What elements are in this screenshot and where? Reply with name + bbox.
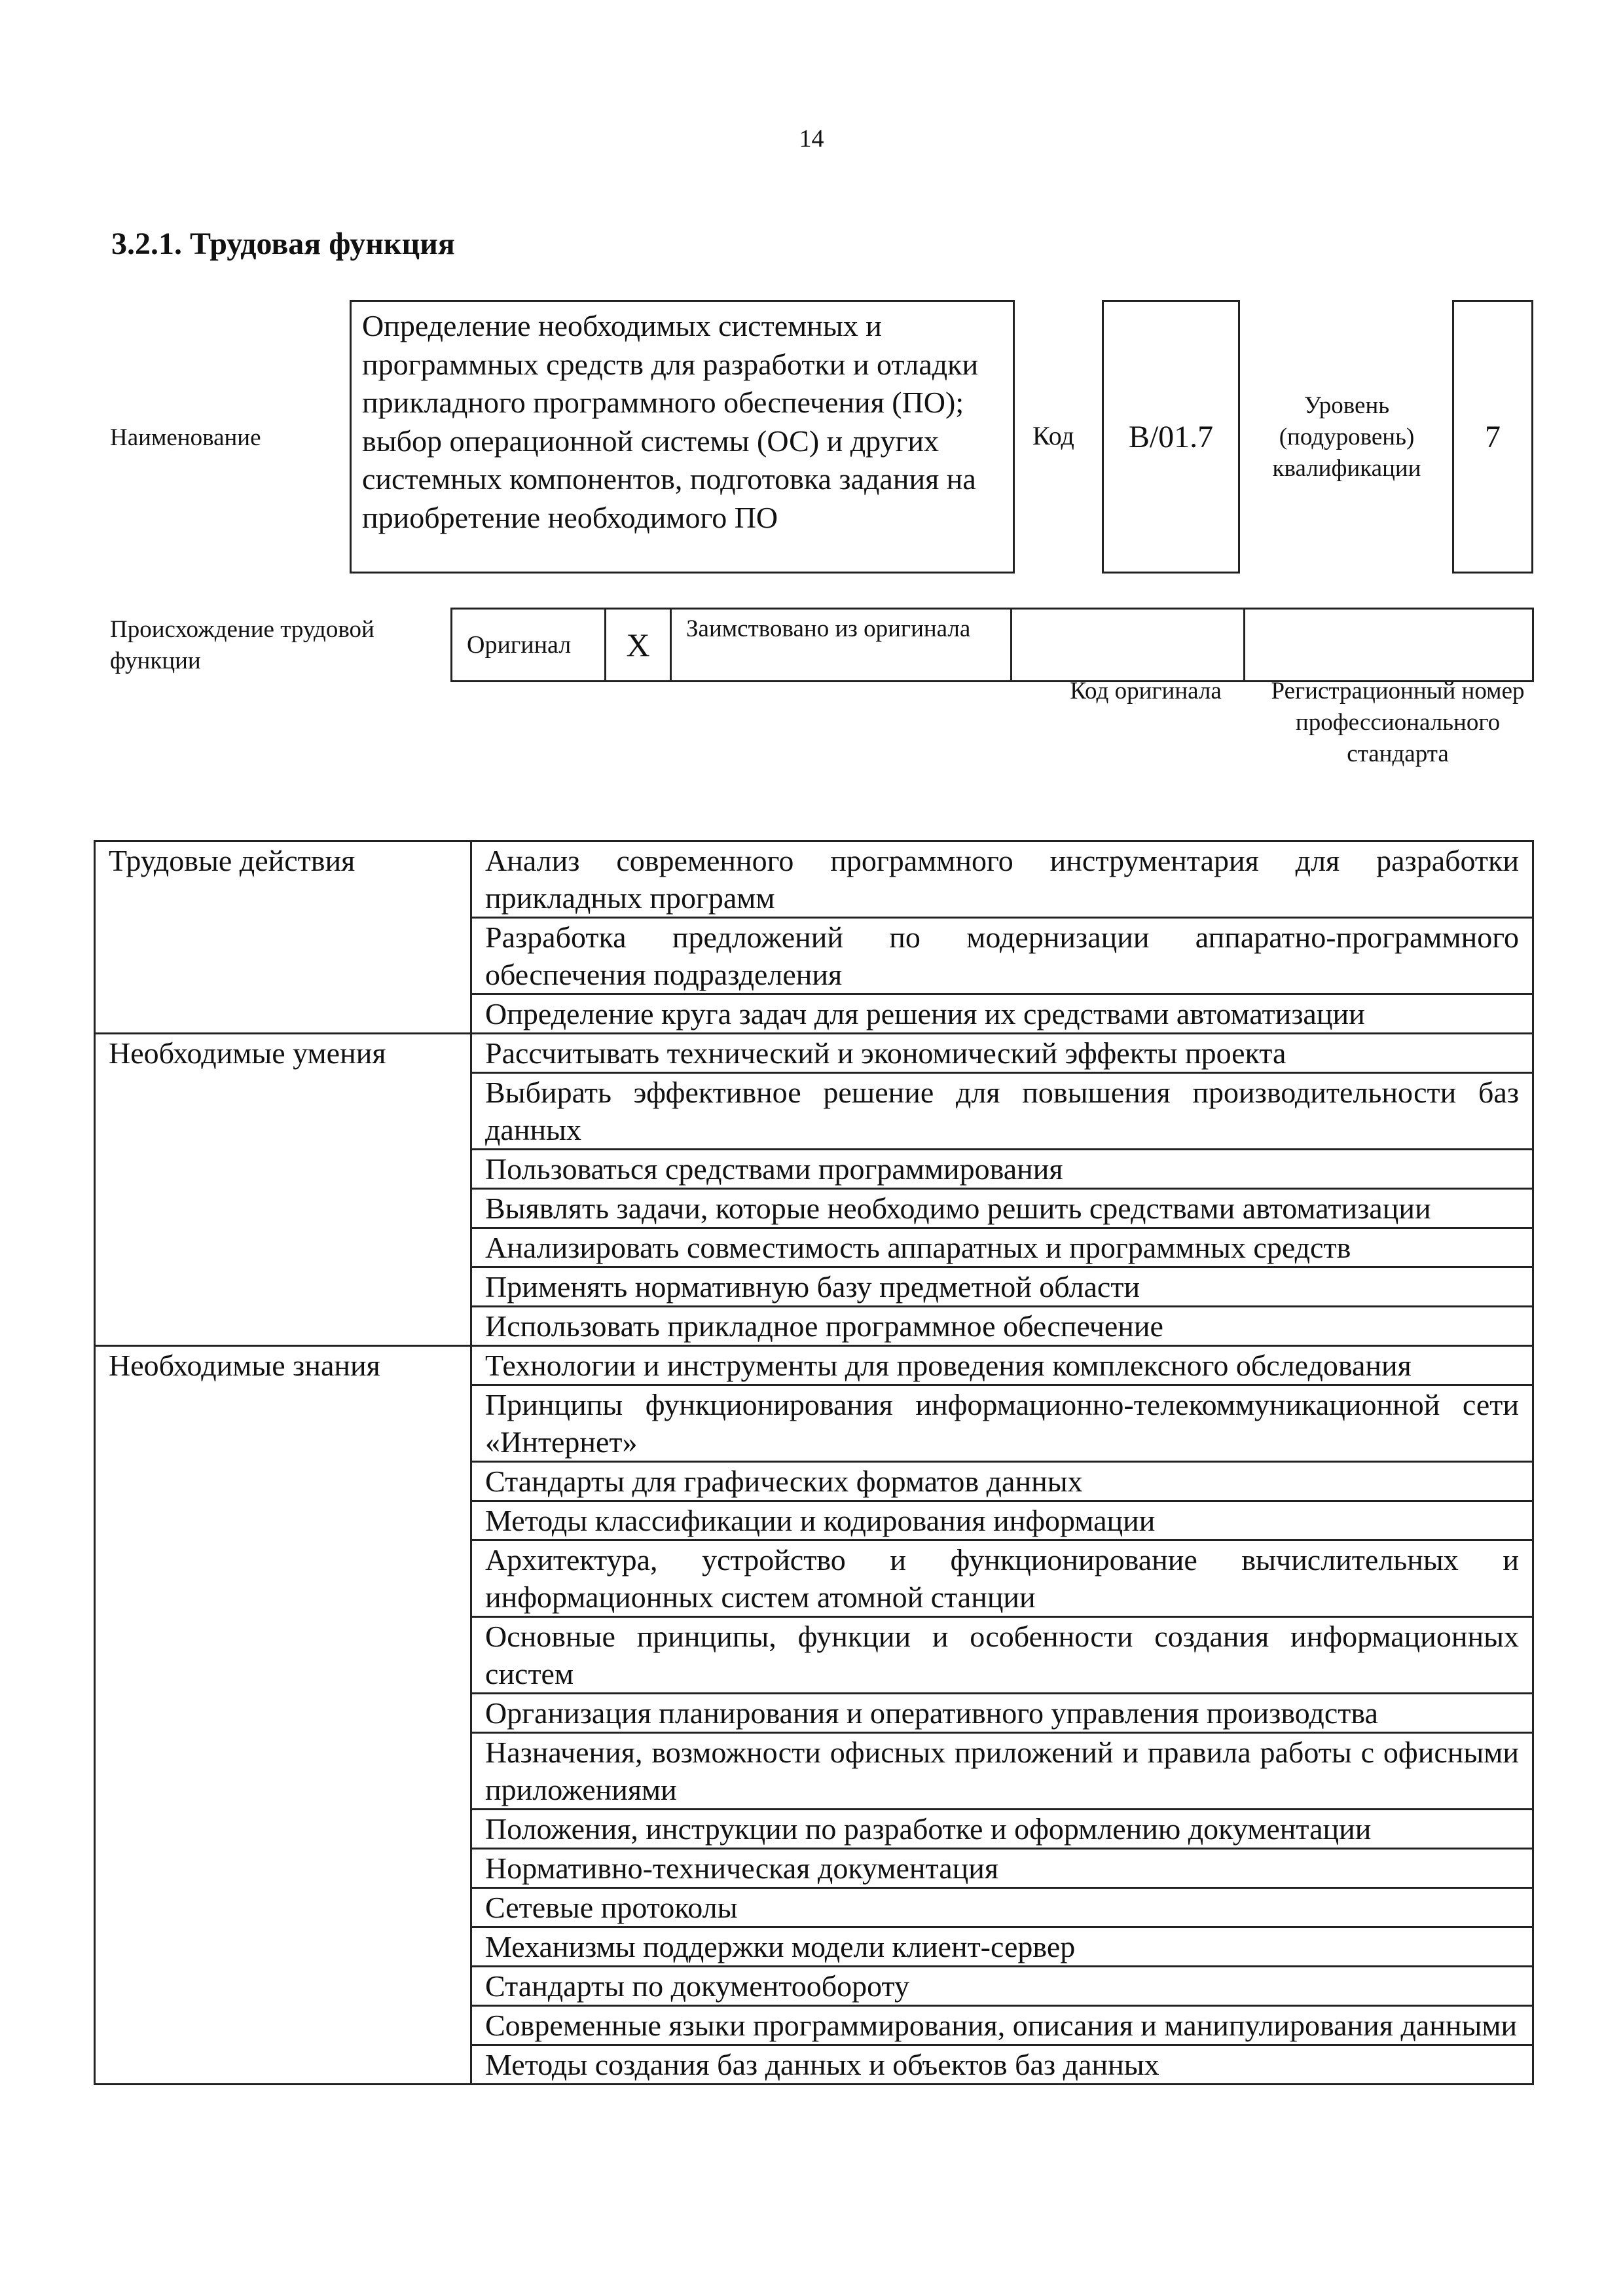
original-mark-cell: X	[604, 610, 670, 680]
requirement-cell: Выбирать эффективное решение для повышения производительности баз данных	[471, 1073, 1533, 1150]
requirement-cell: Принципы функционирования информационно-телекоммуникационной сети «Интернет»	[471, 1385, 1533, 1462]
reg-number-label: Регистрационный номер профессионального стандарта	[1271, 678, 1525, 767]
requirement-cell: Анализ современного программного инструментария для разработки прикладных программ	[471, 841, 1533, 918]
qualification-level-box: 7	[1452, 300, 1533, 574]
requirement-cell: Стандарты для графических форматов данных	[471, 1462, 1533, 1501]
requirement-cell: Положения, инструкции по разработке и оформлению документации	[471, 1810, 1533, 1849]
original-code-cell	[1010, 610, 1243, 680]
table-row	[95, 841, 1533, 918]
category-cell: Трудовые действия	[95, 841, 471, 1034]
function-name-box: Определение необходимых системных и программных средств для разработки и отладки прикладного программного обеспечения (ПО); выбор операционной системы (ОС) и других системных компонентов, подготовка задания на приобретение необходимого ПО	[350, 300, 1015, 574]
requirement-cell: Механизмы поддержки модели клиент-сервер	[471, 1927, 1533, 1967]
original-code-label: Код оригинала	[1070, 678, 1222, 704]
requirement-cell: Пользоваться средствами программирования	[471, 1150, 1533, 1189]
category-cell: Необходимые умения	[95, 1034, 471, 1346]
code-label: Код	[1032, 421, 1074, 450]
requirement-cell: Методы классификации и кодирования информации	[471, 1501, 1533, 1540]
category-cell: Необходимые знания	[95, 1346, 471, 2085]
requirement-cell: Разработка предложений по модернизации аппаратно-программного обеспечения подразделения	[471, 918, 1533, 994]
origin-row	[450, 608, 1534, 682]
requirement-cell: Выявлять задачи, которые необходимо решить средствами автоматизации	[471, 1189, 1533, 1228]
table-row	[95, 1034, 1533, 1073]
reg-number-cell	[1243, 610, 1534, 680]
section-title: 3.2.1. Трудовая функция	[111, 227, 455, 261]
requirement-cell: Методы создания баз данных и объектов баз данных	[471, 2045, 1533, 2085]
requirement-cell: Основные принципы, функции и особенности создания информационных систем	[471, 1617, 1533, 1694]
code-box: B/01.7	[1102, 300, 1240, 574]
requirement-cell: Нормативно-техническая документация	[471, 1849, 1533, 1888]
requirement-cell: Назначения, возможности офисных приложений и правила работы с офисными приложениями	[471, 1733, 1533, 1810]
requirement-cell: Современные языки программирования, описания и манипулирования данными	[471, 2006, 1533, 2045]
requirement-cell: Определение круга задач для решения их средствами автоматизации	[471, 994, 1533, 1034]
origin-label: Происхождение трудовой функции	[110, 616, 374, 674]
requirements-table-body	[95, 841, 1533, 2085]
qualification-level-label: Уровень (подуровень) квалификации	[1272, 392, 1421, 482]
requirements-table	[94, 840, 1534, 2085]
requirement-cell: Использовать прикладное программное обеспечение	[471, 1307, 1533, 1346]
requirement-cell: Организация планирования и оперативного управления производства	[471, 1694, 1533, 1733]
requirement-cell: Применять нормативную базу предметной области	[471, 1267, 1533, 1307]
table-row	[95, 1346, 1533, 1385]
borrowed-cell: Заимствовано из оригинала	[670, 610, 1010, 680]
original-cell: Оригинал	[450, 610, 604, 680]
requirement-cell: Архитектура, устройство и функционирование вычислительных и информационных систем атомной станции	[471, 1540, 1533, 1617]
requirement-cell: Стандарты по документообороту	[471, 1967, 1533, 2006]
requirement-cell: Сетевые протоколы	[471, 1888, 1533, 1927]
requirement-cell: Рассчитывать технический и экономический эффекты проекта	[471, 1034, 1533, 1073]
requirement-cell: Анализировать совместимость аппаратных и программных средств	[471, 1228, 1533, 1267]
name-label: Наименование	[110, 424, 261, 451]
requirement-cell: Технологии и инструменты для проведения комплексного обследования	[471, 1346, 1533, 1385]
page-number: 14	[799, 125, 824, 153]
